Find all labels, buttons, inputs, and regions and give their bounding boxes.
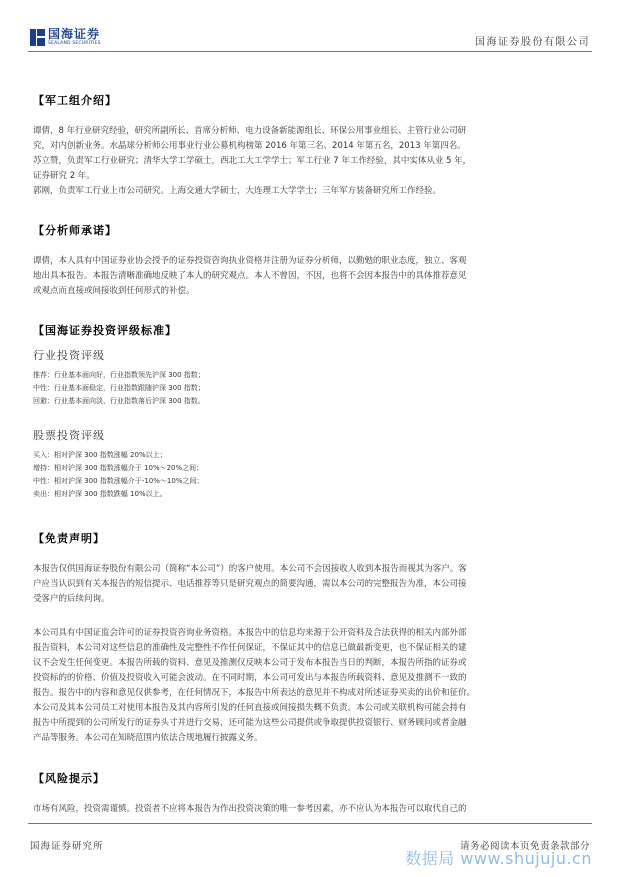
disclaimer-section-title: 【免责声明】 — [33, 532, 105, 545]
company-name: 国海证券股份有限公司 — [475, 37, 590, 48]
team-section-title: 【军工组介绍】 — [33, 94, 117, 107]
disclaimer-line: 本公司具有中国证监会许可的证券投资咨询业务资格。本报告中的信息均来源于公开资料及合法获得的相关内部外部 — [33, 628, 467, 638]
industry-rating-item: 推荐：行业基本面向好，行业指数领先沪深 300 指数； — [33, 371, 205, 379]
team-line: 究，对内创新业务。水晶球分析师公用事业行业公募机构榜第 2016 年第三名、2014 年第五名，2013 年第四名。 — [33, 141, 466, 151]
team-line: 谭倩，8 年行业研究经验，研究所副所长、首席分析师、电力设备新能源组长、环保公用事业组长、主管行业公司研 — [33, 126, 467, 136]
disclaimer-line: 投资标的的价格、价值及投资收入可能会波动。在不同时期，本公司可发出与本报告所载资料、意见及推测不一致的 — [33, 673, 467, 683]
stock-rating-title: 股票投资评级 — [33, 429, 105, 442]
logo-mark-icon — [30, 29, 45, 46]
disclaimer-line: 受客户的后续问询。 — [33, 594, 110, 604]
header-divider — [28, 51, 592, 52]
analyst-line: 地出具本报告。本报告清晰准确地反映了本人的研究观点。本人不曾因，不因，也将不会因本报告中的具体推荐意见 — [33, 271, 467, 281]
stock-rating-list — [33, 449, 203, 501]
disclaimer-line: 议不会发生任何变更。本报告所载的资料、意见及推测仅反映本公司于发布本报告当日的判断，本报告所指的证券或 — [33, 658, 467, 668]
analyst-line: 或观点而直接或间接收到任何形式的补偿。 — [33, 286, 195, 296]
watermark: 数据局 www.shujuju.cn — [405, 849, 592, 868]
risk-line: 市场有风险，投资需谨慎。投资者不应将本报告为作出投资决策的唯一参考因素，亦不应认为本报告可以取代自己的 — [33, 804, 467, 814]
risk-paragraph — [33, 802, 589, 817]
disclaimer-line: 报告。报告中的内容和意见仅供参考，在任何情况下，本报告中所表达的意见并不构成对所述证券买卖的出价和征价。 — [33, 688, 476, 698]
stock-rating-item: 中性：相对沪深 300 指数涨幅介于-10%～10%之间； — [33, 477, 204, 485]
disclaimer-line: 本报告仅供国海证券股份有限公司（简称“本公司”）的客户使用。本公司不会因接收人收到本报告而视其为客户。客 — [33, 564, 467, 574]
industry-rating-list — [33, 369, 205, 408]
stock-rating-item: 增持：相对沪深 300 指数涨幅介于 10%～20%之间； — [33, 464, 204, 472]
logo-cn-text: 国海证券 — [48, 27, 101, 41]
stock-rating-item: 卖出：相对沪深 300 指数跌幅 10%以上。 — [33, 490, 167, 498]
team-line: 证券研究 2 年。 — [33, 171, 95, 181]
rating-section-title: 【国海证券投资评级标准】 — [33, 324, 177, 337]
page-header — [0, 0, 620, 52]
footer-notice: 请务必阅读本页免责条款部分 — [459, 841, 590, 852]
disclaimer-paragraph-2 — [33, 626, 589, 746]
analyst-section-title: 【分析师承诺】 — [33, 224, 117, 237]
analyst-paragraph — [33, 254, 589, 299]
industry-rating-title: 行业投资评级 — [33, 349, 105, 362]
footer-institute: 国海证券研究所 — [30, 841, 104, 852]
disclaimer-line: 本公司及其本公司员工对使用本报告及其内容所引发的任何直接或间接损失概不负责。本公司或关联机构可能会持有 — [33, 703, 467, 713]
logo-en-text: SEALAND SECURITIES — [48, 41, 101, 46]
disclaimer-line: 产品等服务。本公司在知晓范围内依法合规地履行披露义务。 — [33, 733, 263, 743]
disclaimer-line: 报告资料，本公司对这些信息的准确性及完整性不作任何保证，不保证其中的信息已做最新变更，也不保证相关的建 — [33, 643, 467, 653]
team-line: 苏立赞，负责军工行业研究；清华大学工学硕士，西北工大工学学士；军工行业 7 年工作经验，其中实体从业 5 年， — [33, 156, 472, 166]
team-line: 郭刚，负责军工行业上市公司研究。上海交通大学硕士，大连理工大学学士；三年军方装备研究所工作经验。 — [33, 186, 442, 196]
disclaimer-line: 户应当认识到有关本报告的短信提示、电话推荐等只是研究观点的简要沟通，需以本公司的完整报告为准，本公司接 — [33, 579, 467, 589]
disclaimer-line: 报告中所提到的公司所发行的证券头寸并进行交易，还可能为这些公司提供或争取提供投资银行、财务顾问或者金融 — [33, 718, 467, 728]
analyst-line: 谭倩，本人具有中国证券业协会授予的证券投资咨询执业资格并注册为证券分析师，以勤勉的职业态度，独立、客观 — [33, 256, 467, 266]
footer-divider — [28, 823, 592, 824]
industry-rating-item: 中性：行业基本面稳定，行业指数跟随沪深 300 指数； — [33, 384, 205, 392]
stock-rating-item: 买入：相对沪深 300 指数涨幅 20%以上； — [33, 451, 167, 459]
sealand-logo — [30, 26, 101, 48]
industry-rating-item: 回避：行业基本面向淡，行业指数落后沪深 300 指数。 — [33, 397, 205, 405]
risk-section-title: 【风险提示】 — [33, 772, 105, 785]
disclaimer-paragraph-1 — [33, 562, 589, 607]
team-paragraph — [33, 124, 589, 199]
